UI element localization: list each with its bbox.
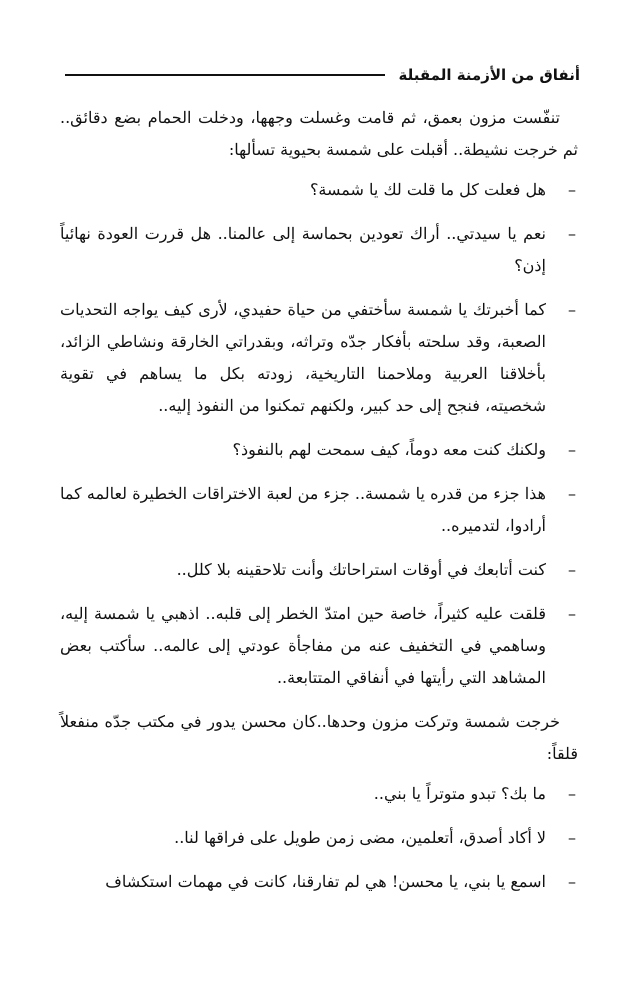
dialogue-line bbox=[60, 174, 578, 206]
dialogue-dash: – bbox=[568, 560, 576, 579]
dialogue-dash: – bbox=[568, 872, 576, 891]
narrative-paragraph: تنفّست مزون بعمق، ثم قامت وغسلت وجهها، ودخلت الحمام بضع دقائق.. ثم خرجت نشيطة.. أقبلت على شمسة بحيوية تسألها: bbox=[60, 108, 578, 159]
narrative-paragraph: خرجت شمسة وتركت مزون وحدها..كان محسن يدور في مكتب جدّه منفعلاً قلقاً: bbox=[60, 712, 578, 763]
dialogue-text: هل فعلت كل ما قلت لك يا شمسة؟ bbox=[309, 180, 546, 199]
dialogue-line bbox=[60, 778, 578, 810]
header-rule bbox=[65, 74, 385, 76]
page-body bbox=[60, 102, 578, 910]
dialogue-text: كما أخبرتك يا شمسة سأختفي من حياة حفيدي، لأرى كيف يواجه التحديات الصعبة، وقد سلحته بأفكار جدّه وتراثه، وبقدراتي الخارقة ونشاطي الزائد، بأخلاقنا العربية وملاحمنا التاريخية، زودته بكل ما يساهم في تقوية شخصيته، فنجح إلى حد كبير، ولكنهم تمكنوا من النفوذ إليه.. bbox=[60, 300, 546, 415]
dialogue-line bbox=[60, 478, 578, 542]
dialogue-text: لا أكاد أصدق، أتعلمين، مضى زمن طويل على فراقها لنا.. bbox=[174, 828, 546, 847]
dialogue-text: نعم يا سيدتي.. أراك تعودين بحماسة إلى عالمنا.. هل قررت العودة نهائياً إذن؟ bbox=[60, 224, 546, 275]
dialogue-dash: – bbox=[568, 180, 576, 199]
dialogue-dash: – bbox=[568, 224, 576, 243]
dialogue-text: اسمع يا بني، يا محسن! هي لم تفارقنا، كانت في مهمات استكشاف bbox=[105, 872, 546, 891]
dialogue-text: قلقت عليه كثيراً، خاصة حين امتدّ الخطر إلى قلبه.. اذهبي يا شمسة إليه، وساهمي في التخفيف عنه من مفاجأة عودتي إلى عالمه.. سأكتب بعض المشاهد التي رأيتها في أنفاقي المتتابعة.. bbox=[60, 604, 546, 687]
dialogue-text: هذا جزء من قدره يا شمسة.. جزء من لعبة الاختراقات الخطيرة لعالمه كما أرادوا، لتدميره.. bbox=[60, 484, 546, 535]
dialogue-dash: – bbox=[568, 784, 576, 803]
dialogue-dash: – bbox=[568, 440, 576, 459]
dialogue-line bbox=[60, 554, 578, 586]
running-header bbox=[60, 60, 580, 90]
dialogue-line bbox=[60, 822, 578, 854]
dialogue-dash: – bbox=[568, 828, 576, 847]
dialogue-dash: – bbox=[568, 604, 576, 623]
dialogue-text: ما بك؟ تبدو متوتراً يا بني.. bbox=[373, 784, 546, 803]
dialogue-line bbox=[60, 218, 578, 282]
dialogue-line bbox=[60, 434, 578, 466]
dialogue-line bbox=[60, 294, 578, 422]
dialogue-text: كنت أتابعك في أوقات استراحاتك وأنت تلاحقينه بلا كلل.. bbox=[176, 560, 546, 579]
dialogue-dash: – bbox=[568, 300, 576, 319]
book-title: أنفاق من الأزمنة المقبلة bbox=[398, 66, 580, 84]
dialogue-text: ولكنك كنت معه دوماً، كيف سمحت لهم بالنفوذ؟ bbox=[232, 440, 546, 459]
dialogue-line bbox=[60, 598, 578, 694]
dialogue-dash: – bbox=[568, 484, 576, 503]
dialogue-line bbox=[60, 866, 578, 898]
